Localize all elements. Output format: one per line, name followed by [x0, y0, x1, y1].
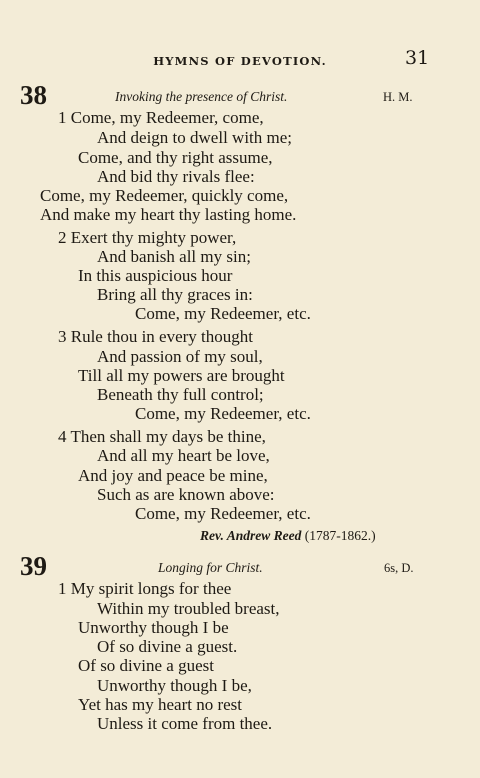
- author-name: Rev. Andrew Reed: [200, 528, 302, 543]
- hymn-meter: 6s, D.: [384, 561, 414, 575]
- verse-line: Come, my Redeemer, etc.: [135, 404, 311, 423]
- verse-line: And bid thy rivals flee:: [97, 167, 255, 186]
- verse-line: Yet has my heart no rest: [78, 695, 242, 714]
- verse-line: Of so divine a guest.: [97, 637, 238, 656]
- verse-line: 4 Then shall my days be thine,: [58, 427, 266, 446]
- verse-line: 1 Come, my Redeemer, come,: [58, 108, 264, 127]
- verse-line: Come, and thy right assume,: [78, 148, 273, 167]
- verse-line: Such as are known above:: [97, 485, 275, 504]
- page-number: 31: [405, 47, 430, 69]
- verse-line: Of so divine a guest: [78, 656, 214, 675]
- hymn-meter: H. M.: [383, 90, 413, 104]
- hymn-number: 39: [20, 551, 47, 581]
- verse-line: And banish all my sin;: [97, 247, 251, 266]
- verse-line: And joy and peace be mine,: [78, 466, 268, 485]
- verse-line: Come, my Redeemer, etc.: [135, 504, 311, 523]
- verse-line: Unworthy though I be: [78, 618, 229, 637]
- hymn-title: Longing for Christ.: [158, 560, 263, 575]
- verse-line: And make my heart thy lasting home.: [40, 205, 297, 224]
- verse-line: Come, my Redeemer, etc.: [135, 304, 311, 323]
- verse-line: And deign to dwell with me;: [97, 128, 293, 147]
- verse-line: Bring all thy graces in:: [97, 285, 253, 304]
- verse-line: And all my heart be love,: [97, 446, 270, 465]
- verse-line: Beneath thy full control;: [97, 385, 264, 404]
- verse-line: Unless it come from thee.: [97, 714, 273, 733]
- running-head: HYMNS OF DEVOTION.: [153, 54, 327, 68]
- verse-line: In this auspicious hour: [78, 266, 233, 285]
- verse-line: 3 Rule thou in every thought: [58, 327, 254, 346]
- verse-line: 2 Exert thy mighty power,: [58, 228, 237, 247]
- hymn-title: Invoking the presence of Christ.: [115, 89, 288, 104]
- author-dates: (1787-1862.): [304, 528, 376, 543]
- hymn-number: 38: [20, 80, 47, 110]
- attribution: [200, 528, 376, 544]
- verse-line: 1 My spirit longs for thee: [58, 579, 232, 598]
- verse-line: Till all my powers are brought: [78, 366, 285, 385]
- verse-line: And passion of my soul,: [97, 347, 263, 366]
- verse-line: Come, my Redeemer, quickly come,: [40, 186, 289, 205]
- verse-line: Unworthy though I be,: [97, 676, 252, 695]
- verse-line: Within my troubled breast,: [97, 599, 280, 618]
